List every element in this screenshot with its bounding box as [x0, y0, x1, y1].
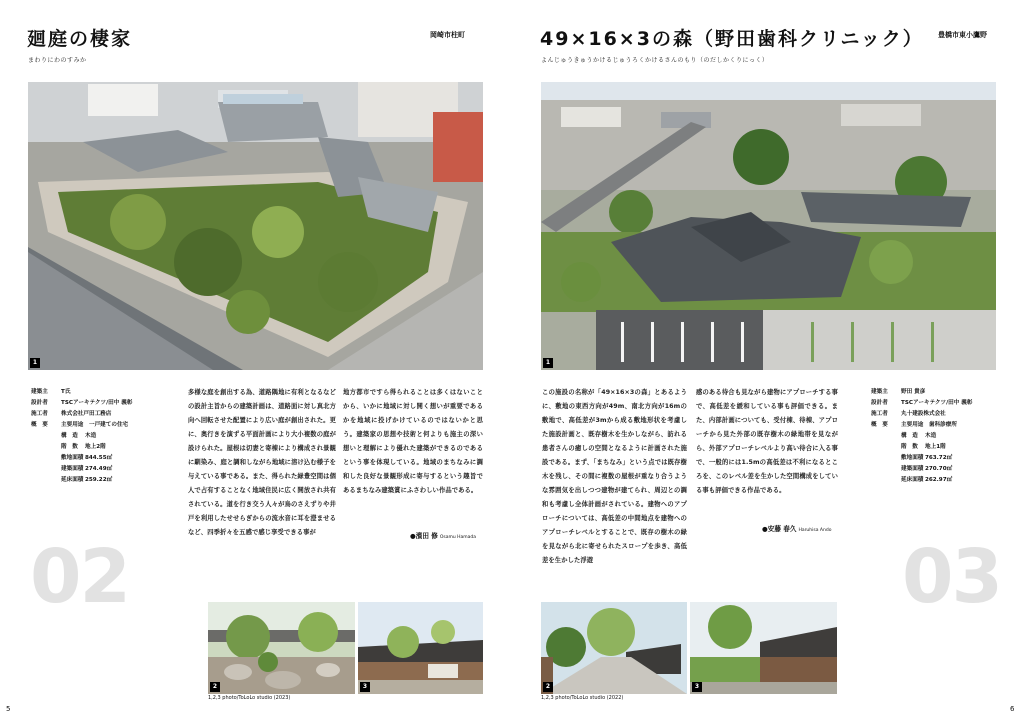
house-photo-illustration	[358, 602, 483, 694]
main-photo-aerial-house	[28, 82, 483, 370]
spec-row: 建築面積 270.70㎡	[901, 466, 953, 472]
photo-number: 1	[543, 358, 553, 368]
aerial-house-illustration	[28, 82, 483, 370]
reviewer-name: ●濱田 修 Osamu Hamada	[410, 532, 477, 540]
spec-row: 構 造 木造	[61, 433, 97, 439]
title-reading: まわりにわのすみか	[28, 57, 87, 64]
page-number: 6	[1010, 705, 1015, 713]
spec-row: 延床面積 262.97㎡	[901, 477, 953, 483]
info-row: 施工者 株式会社戸田工務店	[31, 411, 112, 417]
photo-number: 3	[360, 682, 370, 692]
info-row: 設計者 TSCアーキテクツ/田中 義彰	[31, 400, 133, 406]
entry-number: 02	[30, 534, 129, 620]
page-title: 廻庭の棲家	[27, 28, 133, 50]
review-text-col1: この施設の名称が「49×16×3の森」とあるように、敷地の東西方向が49m、南北方向が16mの敷地で、高低差が3mから成る敷地形状を考慮した施設計画と、既存樹木を生かしながら、訪れる患者さんの癒しの空間となるように計画された施設である。まず、「まちなみ」という点では既存樹木を残し、その間に複数の屋根が重なり合うような雰囲気を出しつつ建物が建てられ、周辺との調和も考慮し全体計画がされている。建物へのアプローチについては、高低差の中間地点を建物へのアプローチレベルとすることで、既存の樹木の緑を見ながら北に寄せられたスロープを歩き、高低差を生かした浮遊	[542, 389, 687, 564]
spec-row: 構 造 木造	[901, 433, 937, 439]
location-label: 岡崎市柱町	[430, 31, 465, 39]
info-row: 建築主 T氏	[31, 389, 71, 395]
spec-row: 敷地面積 763.72㎡	[901, 455, 953, 461]
info-row: 概 要 主要用途 歯科診療所	[871, 422, 957, 428]
right-page	[512, 0, 1024, 724]
project-info	[871, 387, 973, 486]
photo-credit: 1,2,3 photo/ToLoLo studio (2022)	[541, 695, 624, 701]
spec-row: 階 数 地上2階	[61, 444, 106, 450]
spec-row: 建築面積 274.49㎡	[61, 466, 113, 472]
title-reading: よんじゅうきゅうかけるじゅうろくかけるさんのもり（のだしかくりにっく）	[541, 57, 769, 64]
location-label: 豊橋市東小鷹野	[938, 31, 987, 39]
photo-approach-path	[541, 602, 687, 694]
page-number: 5	[6, 705, 11, 713]
entry-number: 03	[902, 534, 1001, 620]
photo-number: 1	[30, 358, 40, 368]
approach-photo-illustration	[541, 602, 687, 694]
clinic-photo-illustration	[690, 602, 837, 694]
spec-row: 敷地面積 844.55㎡	[61, 455, 113, 461]
main-photo-aerial-clinic	[541, 82, 996, 370]
spec-row: 延床面積 259.22㎡	[61, 477, 113, 483]
info-row: 概 要 主要用途 一戸建ての住宅	[31, 422, 129, 428]
reviewer-name: ●安藤 春久 Haruhisa Ando	[762, 525, 832, 533]
photo-number: 2	[543, 682, 553, 692]
info-row: 建築主 野田 貴彦	[871, 389, 926, 395]
review-text-col2: 感のある待合も見ながら建物にアプローチする事で、高低差を緩和している事も評価できる。また、内部計画についても、受付棟、待棟、アプローチから見た外部の既存樹木の緑地帯を見ながら、外部アプローチレベルより高い待合に入る事で、一般的には1.5mの高低差は不利になるところを、このレベル差を生かした空間構成をしている事も評価できる作品である。	[696, 389, 838, 494]
photo-number: 2	[210, 682, 220, 692]
review-text-col2: 地方都市ですら得られることは多くはないことから、いかに地域に対し開く想いが重要であるかを地域に投げかけているのではないかと思う。建築家の思想や技術と何よりも施主の深い想いと理解により優れた建築ができるのであるという事を体現している。地域のまちなみに調和した良好な景観形成に寄与するという趣旨であるまちなみ建築賞にふさわしい作品である。	[343, 389, 483, 494]
page-title: 49×16×3の森（野田歯科クリニック）	[540, 28, 924, 50]
info-row: 施工者 丸十建設株式会社	[871, 411, 946, 417]
photo-clinic-exterior	[690, 602, 837, 694]
photo-number: 3	[692, 682, 702, 692]
review-text-col1: 多様な庭を創出する為、道路隅地に有利となるなどの設計主旨からの建築計画は、道路面に対し真北方向へ回転させた配置により広い庭が創出された。更に、奥行きを演ずる平面計画により大小複数の庭が設けられた。屋根は切妻と寄棟により構成され景観に馴染み、庭と調和しながら地域に溶け込む様子を与えている事である。また、得られた緑豊空間は個人で占有することなく地域住民に広く開放され共有されている。道を行き交う人々が鳥のさえずりや井戸を利用したせせらぎからの流水音に耳を澄ませるなど、四季折々を五感で感じ享受できる事が	[188, 389, 336, 536]
project-info	[31, 387, 133, 486]
spec-row: 階 数 地上1階	[901, 444, 946, 450]
aerial-clinic-illustration	[541, 82, 996, 370]
info-row: 設計者 TSCアーキテクツ/田中 義彰	[871, 400, 973, 406]
photo-house-exterior	[358, 602, 483, 694]
garden-photo-illustration	[208, 602, 355, 694]
photo-credit: 1,2,3 photo/ToLoLo studio (2023)	[208, 695, 291, 701]
photo-garden-rocks	[208, 602, 355, 694]
